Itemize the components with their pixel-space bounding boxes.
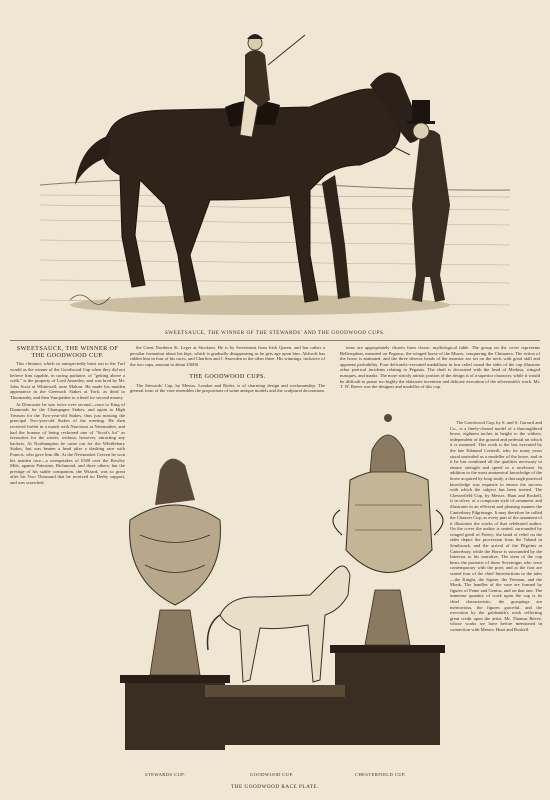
article-heading-goodwood-cups: THE GOODWOOD CUPS. [189,373,266,381]
paragraph: The Stewards' Cup, by Messrs. London and Ryder, is of charming design and workmanship. The general form of the vase resembles the proportions of some antique models and the sculptural decorations [130,382,325,394]
goodwood-cups-engraving [110,410,450,770]
sweetsauce-engraving [40,15,510,325]
goodwood-cup-horse-icon [200,566,350,745]
left-column [10,345,125,790]
article-heading-sweetsauce: SWEETSAUCE, THE WINNER OF THE GOODWOOD CUP. [16,345,119,360]
paragraph: The Goodwood Cup, by S. and S. Garrard and Co., is a finely-chased model of a thoroughbred horse, eighteen inches in height to the withers, independent of the ground and pedestal on which it is mounted. This work is the last executed by the late Edmund Cotterill, who for many years stood unrivaled as a modeller of the horse, and in it he has combined all the qualities necessary to ensure strength and speed in a racehorse. In addition to the most anatomical knowledge of the horse acquired by long study, a thorough practical knowledge was requisite to ensure the success with which the subject has been treated. The Chesterfield Cup, by Messrs. Hunt and Roskell, is in silver, of a composite style of ornament, and illustrates in an efficient and pleasing manner the Canterbury Pilgrimage. It may therefore be called the Chaucer Cup, as every part of the ornament of it illustrates the works of that celebrated author. On the cover the author is seated, surrounded by winged geniI of Poetry; the band of relief on the sides depict the procession from the Tabard in Southwark, and the arrival of the Pilgrims at Canterbury, while the Horse is surrounded by the Interests to his narrative. The stem of the cup bears the portraits of those Sovereigns who were contemporary with the poet; and at the foot are seated four of the chief Introductions to the tales—the Knight, the Squire, the Yeoman, and the Monk. The handles of the vase are formed by figures of Fame and Genius, and on that one. The immense quantity of work upon the cup is its chief characteristic, the groupings are meritorious, the figures graceful, and the execution by the goldsmith's work reflecting great credit upon the artist, Mr. Thomas Reeve, whose works we have before mentioned in connection with Messrs. Hunt and Roskell. [450,420,542,632]
goodwood-cup-label: GOODWOOD CUP. [250,772,294,777]
right-column [450,420,542,790]
chesterfield-cup-label: CHESTERFIELD CUP. [355,772,406,777]
top-caption: SWEETSAUCE, THE WINNER OF THE STEWARDS' AND THE GOODWOOD CUPS. [164,330,386,336]
caption-rule [10,340,540,341]
stewards-cup-label: STEWARDS CUP. [145,772,186,777]
right-column-top [340,345,540,420]
paragraph: the Great Northern St. Leger at Stockton. He is by Sweetmeat from Irish Queen, and has rather a peculiar formation about his hips, which is gradually disappearing as he gets age upon him. Aldcroft has ridden him in four of his races, and Charlton and J. Snowden in the other three. His winnings, inclusive of the two cups, amount to about £3000. [130,345,325,367]
paragraph: This chestnut, which so unexpectedly burst out to the Turf would as the winner of the Goodwood Cup when they did not believe him capable, in racing parlance, of "getting above a walk," is the property of Lord Annesley, and was bred by Mr. John Scott at Whitewall, near Malton. He made his maiden appearance in the Greenock Stakes at York, as third to Thormanby, and then Vanquisher to a head for second money. [10,361,125,400]
paragraph: At Doncaster he was twice over second—once to King of Diamonds for the Champagne Stakes, and again to High Treason for the Two-year-old Stakes, thus just missing the principal Two-year-old Stakes of the meeting. He then received forfeit in a match with Narcissus at Newmarket, and had the honour of being reckoned one of "Scott's lot" as favourites for the winter, without, however, attracting any backers. At Northampton he came out for the Whittlebury Stakes, but was beaten a head after a slashing race with Francis, who gave him 4lb. At the Newmarket Craven he won his maiden race—a sweepstakes of £500 over the Rowley Mile, against Palestine, Richmond, and three others; but the prestige of his stable companion, the Wizard, was so great after his Two Thousand that he received no Derby support, and was scratched. [10,401,125,485]
paragraph: tions are appropriately chosen from classic mythological fable. The group on the cover represents Bellerophon, mounted on Pegasus, the winged horse of the Muses, conquering the Chimaera. The action of the horse is animated, and the three diverse heads of the monster are set on the neck with great skill and apparent probability. Four delicately-executed medallions in low relief round the sides of the cup illustrate other poetical incidents relating to Pegasus. The shaft is decorated with the head of Medusa, winged masques, and masks. The more strictly artistic portion of the design is of a superior character, while it would be difficult to praise too highly the elaborate invention and delicate execution of the silversmith's work. Mr. T. W. Reeve was the designer and modeller of this cup. [340,345,540,390]
bottom-caption: THE GOODWOOD RACE PLATE. [231,784,319,790]
